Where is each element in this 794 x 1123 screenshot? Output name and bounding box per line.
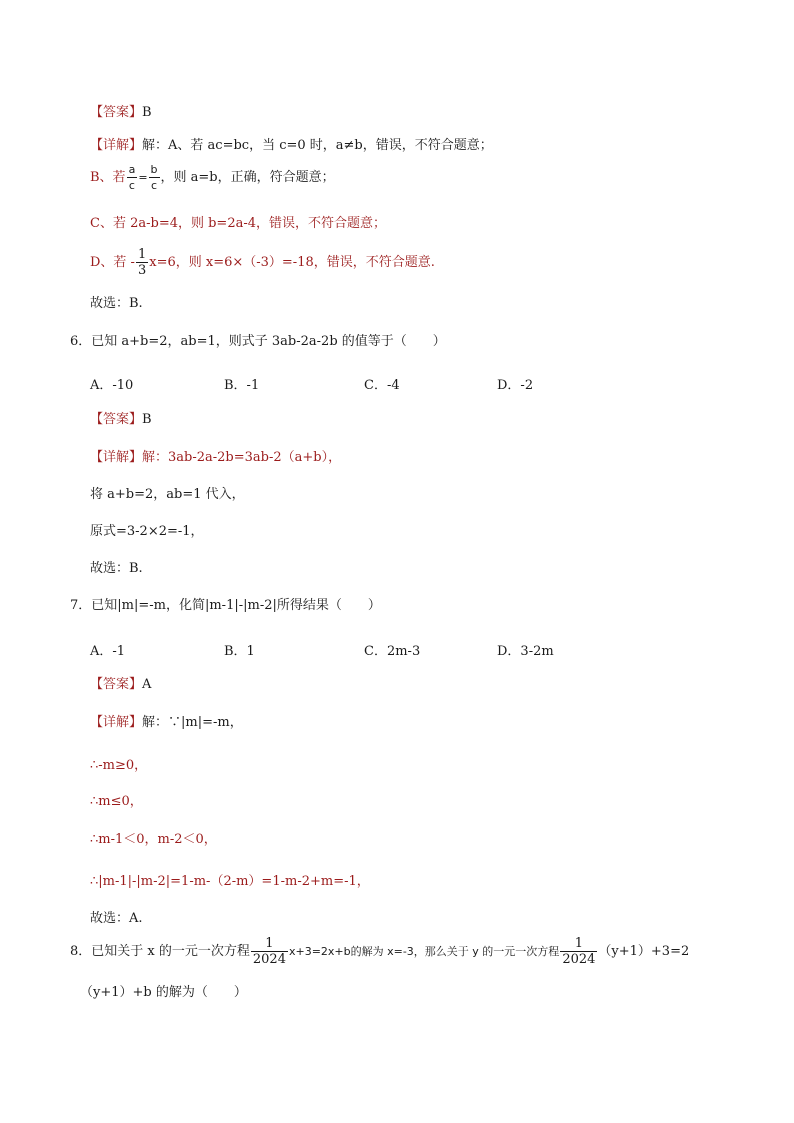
q7-option-c: C．2m-3 <box>364 644 421 659</box>
q5-d-frac-num: 1 <box>137 247 147 262</box>
q8-stem-suffix: （y+1）+3=2 <box>598 944 690 959</box>
q6-answer: B <box>142 412 152 427</box>
q7-detail-line <box>90 714 243 732</box>
q5-answer-line <box>90 104 152 122</box>
q6-option-b: B．-1 <box>224 378 260 393</box>
q6-detail-line <box>90 449 341 467</box>
q5-b-fraction-2 <box>149 162 160 193</box>
q8-frac1-den: 2024 <box>252 952 286 967</box>
q8-frac2-num: 1 <box>560 936 597 952</box>
q5-option-b-line <box>90 161 335 195</box>
q5-answer: B <box>142 105 152 120</box>
q7-step-3: ∴m-1＜0，m-2＜0， <box>90 832 217 847</box>
q6-option-c: C．-4 <box>364 378 400 393</box>
q5-b-fraction-1 <box>127 162 138 193</box>
q5-d-suffix: x=6，则 x=6×（-3）=-18，错误，不符合题意. <box>149 255 435 270</box>
q7-choose: 故选：A. <box>90 911 143 926</box>
q6-option-a: A．-10 <box>90 378 134 393</box>
q6-detail-2: 将 a+b=2，ab=1 代入， <box>90 487 245 502</box>
q5-option-c-line: C、若 2a-b=4，则 b=2a-4，错误，不符合题意； <box>90 216 387 231</box>
q6-choose: 故选：B. <box>90 561 143 576</box>
q5-b-eq: = <box>138 171 148 184</box>
q7-detail-1: 解：∵|m|=-m， <box>142 715 243 730</box>
q8-stem-line-1 <box>70 935 689 969</box>
q8-fraction-2 <box>560 936 597 967</box>
q6-answer-line <box>90 411 152 429</box>
q8-stem-prefix: 8．已知关于 x 的一元一次方程 <box>70 944 250 959</box>
q8-stem-line-2: （y+1）+b 的解为（ ） <box>80 985 247 1000</box>
q7-step-1: ∴-m≥0， <box>90 758 148 773</box>
q5-option-d-line <box>90 246 435 280</box>
q8-fraction-1 <box>251 936 288 967</box>
q5-detail-label: 【详解】 <box>90 138 143 153</box>
q5-b-prefix: B、若 <box>90 170 126 185</box>
q5-d-fraction <box>136 247 148 278</box>
q7-stem: 7．已知|m|=-m，化简|m-1|-|m-2|所得结果（ ） <box>70 598 381 613</box>
q6-detail-3: 原式=3-2×2=-1， <box>90 524 204 539</box>
q5-b-frac2-num: b <box>150 163 158 176</box>
q7-answer-line <box>90 676 151 694</box>
q7-answer-label: 【答案】 <box>90 677 143 692</box>
q6-detail-label: 【详解】 <box>90 450 143 465</box>
q5-b-suffix: ，则 a=b，正确，符合题意； <box>160 170 335 185</box>
q8-frac2-den: 2024 <box>562 952 596 967</box>
q5-b-frac1-num: a <box>128 163 136 176</box>
q7-step-2: ∴m≤0， <box>90 794 143 809</box>
q7-option-a: A．-1 <box>90 644 126 659</box>
q6-answer-label: 【答案】 <box>90 412 143 427</box>
q7-step-4: ∴|m-1|-|m-2|=1-m-（2-m）=1-m-2+m=-1， <box>90 874 370 889</box>
q5-b-frac2-den: c <box>150 179 158 192</box>
q7-answer: A <box>142 677 152 692</box>
q6-option-d: D．-2 <box>497 378 534 393</box>
q8-frac1-num: 1 <box>251 936 288 952</box>
q5-detail-line <box>90 137 493 155</box>
q5-choose: 故选：B. <box>90 296 143 311</box>
q7-option-d: D．3-2m <box>497 644 554 659</box>
q5-d-frac-den: 3 <box>137 263 147 278</box>
q7-option-b: B．1 <box>224 644 255 659</box>
q5-detail-a: 解：A、若 ac=bc，当 c=0 时，a≠b，错误，不符合题意； <box>142 138 493 153</box>
q5-d-prefix: D、若 - <box>90 255 135 270</box>
q8-stem-mid: x+3=2x+b的解为 x=-3，那么关于 y 的一元一次方程 <box>288 945 560 958</box>
q5-answer-label: 【答案】 <box>90 105 143 120</box>
q6-stem: 6．已知 a+b=2，ab=1，则式子 3ab-2a-2b 的值等于（ ） <box>70 334 446 349</box>
q6-detail-1: 解：3ab-2a-2b=3ab-2（a+b）， <box>142 450 342 465</box>
q5-b-frac1-den: c <box>128 179 135 192</box>
q7-detail-label: 【详解】 <box>90 715 143 730</box>
